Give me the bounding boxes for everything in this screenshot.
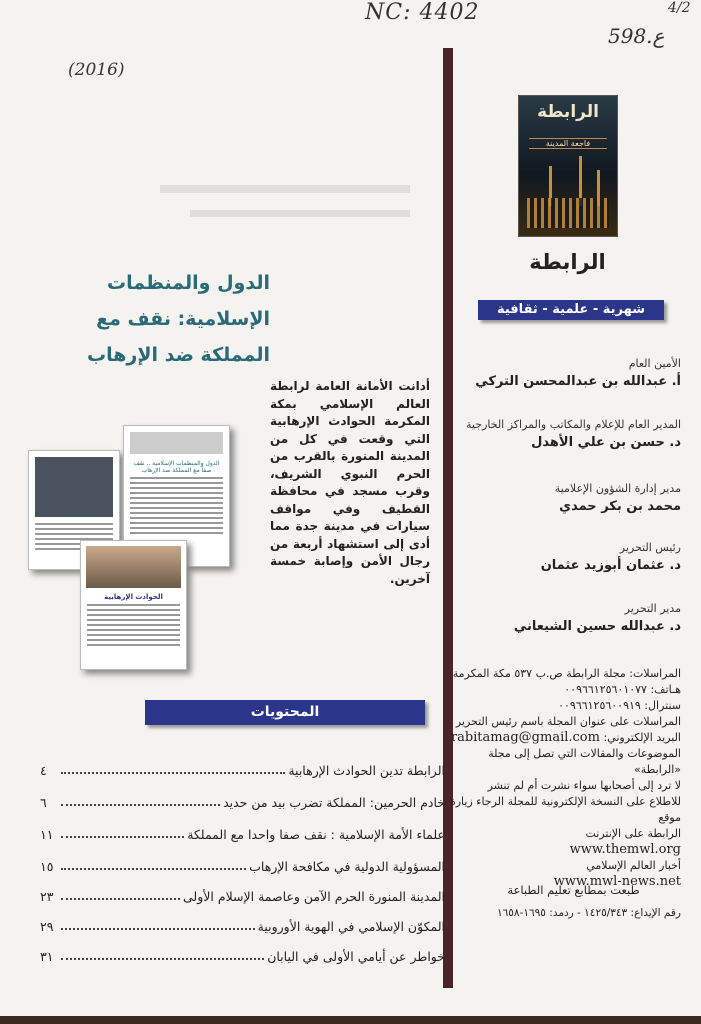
staff-entry [466,482,681,514]
thumbnail-photo [86,546,181,588]
toc-leader-dots [61,868,246,870]
staff-role: مدير التحرير [624,602,681,615]
toc-item-page: ٢٩ [40,919,54,934]
staff-entry [446,418,681,450]
deposit-number: رقم الإيداع: ١٤٢٥/٣٤٣ - ردمد: ١٦٩٥-١٦٥٨ [497,907,681,919]
thumbnail-photo [130,432,223,454]
toc-title: المحتويات [145,700,425,725]
staff-entry [466,541,681,573]
printer-info: طبعت بمطابع تعليم الطباعة [507,883,640,897]
faded-bleedthrough-text [160,180,420,240]
headline-line: المملكة ضد الإرهاب [86,344,270,366]
toc-leader-dots [61,772,285,774]
toc-leader-dots [61,836,184,838]
toc-leader-dots [61,928,255,930]
article-page-thumbnail [80,540,187,670]
toc-item-title: المدينة المنورة الحرم الآمن وعاصمة الإسلام الأولى [183,889,445,904]
handwritten-catalog-code: NC: 4402 [365,0,480,25]
thumbnail-photo [35,457,113,517]
toc-item[interactable] [40,942,445,964]
magazine-cover-thumbnail [518,95,618,237]
contact-block [446,666,681,890]
cover-subtitle: فاجعة المدينة [529,138,607,149]
toc-item[interactable] [40,820,445,842]
staff-name: د. عبدالله حسين الشيعاني [513,619,681,634]
headline-line: الدول والمنظمات [107,272,270,294]
handwritten-corner-number: 4/2 [668,0,691,16]
toc-item[interactable] [40,788,445,810]
toc-item-title: علماء الأمة الإسلامية : نقف صفا واحدا مع المملكة [187,827,445,842]
toc-item-title: خادم الحرمين: المملكة تضرب بيد من حديد [223,795,445,810]
contact-note: لا ترد إلى أصحابها سواء نشرت أم لم تنشر [487,779,681,792]
contact-phone: هـاتف: ٠٠٩٦٦١٢٥٦٠١٠٧٧ [564,683,681,696]
email-address[interactable]: rabitamag@gmail.com [450,730,600,745]
page-bottom-edge [0,1016,701,1024]
toc-item-title: خواطر عن أيامي الأولى في اليابان [267,949,445,964]
toc-leader-dots [61,898,180,900]
thumbnail-page-title: الحوادث الإرهابية [104,593,163,601]
contact-note: المراسلات على عنوان المجلة باسم رئيس التحرير [455,715,681,728]
contact-note: الموضوعات والمقالات التي تصل إلى مجلة «الرابطة» [488,747,681,776]
staff-entry [466,357,681,389]
headline-line: الإسلامية: نقف مع [96,308,270,330]
feature-headline [40,265,270,373]
toc-item[interactable] [40,912,445,934]
staff-role: مدير إدارة الشؤون الإعلامية [554,482,681,495]
toc-item[interactable] [40,852,445,874]
toc-item-page: ٣١ [40,949,54,964]
toc-leader-dots [61,804,220,806]
contact-note: أخبار العالم الإسلامي [586,859,681,872]
staff-name: د. عثمان أبوزيد عثمان [540,558,681,573]
feature-intro-text: أدانت الأمانة العامة لرابطة العالم الإسلامي بمكة المكرمة الحوادث الإرهابية التي وقعت في كل من المدينة المنورة بالقرب من الحرم النبوي الشريف، وقرب مسجد في محافظة القطيف وفي مواقف سيارات في مدينة جدة مما أدى إلى استشهاد أربعة من رجال الأمن وإصابة خمسة آخرين. [270,379,430,586]
staff-role: المدير العام للإعلام والمكاتب والمراكز الخارجية [466,418,681,431]
handwritten-year-note: (2016) [68,60,125,80]
contact-address: المراسلات: مجلة الرابطة ص.ب ٥٣٧ مكة المكرمة [452,667,681,680]
staff-role: رئيس التحرير [619,541,681,554]
staff-role: الأمين العام [628,357,681,370]
cover-mosque-lights [527,198,609,228]
toc-item-title: الرابطة تدين الحوادث الإرهابية [288,763,445,778]
staff-name: أ. عبدالله بن عبدالمحسن التركي [475,374,681,389]
toc-item-page: ١١ [40,827,54,842]
contact-email-row [446,730,681,746]
toc-leader-dots [61,958,264,960]
toc-item-title: المكوّن الإسلامي في الهوية الأوروبية [257,919,445,934]
magazine-tagline: شهرية - علمية - ثقافية [478,300,664,320]
thumbnail-page-title: الدول والمنظمات الإسلامية .. نقف صفاً مع المملكة ضد الإرهاب [133,460,220,474]
staff-name: محمد بن بكر حمدي [559,499,681,514]
contact-fax: سنترال: ٠٠٩٦٦١٢٥٦٠٠٩١٩ [558,699,681,712]
email-label: البريد الإلكتروني: [603,731,681,744]
toc-item-page: ٢٣ [40,889,54,904]
staff-entry [466,602,681,634]
website-link[interactable]: www.themwl.org [569,842,681,857]
toc-item-title: المسؤولية الدولية في مكافحة الإرهاب [249,859,445,874]
magazine-name: الرابطة [529,250,606,274]
news-website-link[interactable]: www.mwl-news.net [553,874,681,889]
contact-note: للاطلاع على النسخة الإلكترونية للمجلة الرجاء زيارة موقع [449,795,681,824]
cover-title: الرابطة [537,102,599,122]
toc-item[interactable] [40,756,445,778]
staff-name: د. حسن بن علي الأهدل [531,435,681,450]
handwritten-class-number: 598.ع [608,24,665,48]
toc-item-page: ١٥ [40,859,54,874]
toc-item-page: ٤ [40,763,47,778]
toc-item[interactable] [40,882,445,904]
toc-item-page: ٦ [40,795,47,810]
contact-note: الرابطة على الإنترنت [585,827,681,840]
